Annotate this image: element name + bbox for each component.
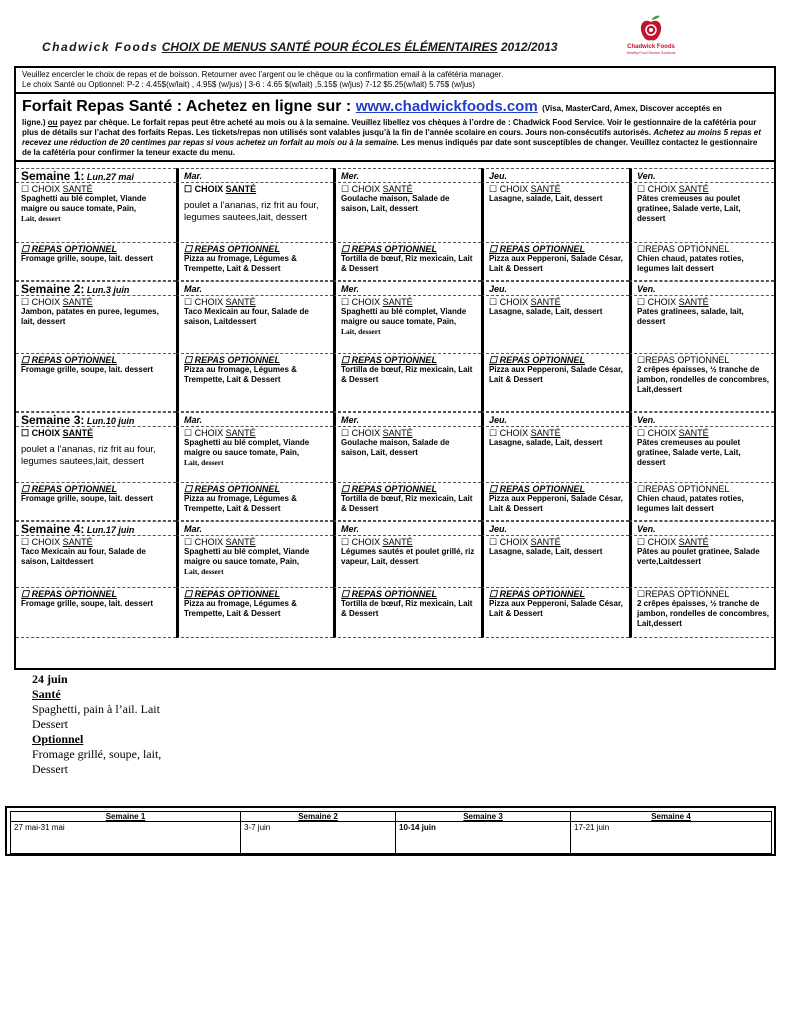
- week-start-date: Lun.27 mai: [84, 172, 134, 182]
- day-header-ven: Ven.: [629, 521, 774, 536]
- optional-option[interactable]: [21, 589, 172, 599]
- optional-option[interactable]: [637, 355, 770, 365]
- checkbox-icon[interactable]: ☐: [184, 537, 193, 547]
- week-start-date: Lun.3 juin: [84, 285, 130, 295]
- checkbox-icon[interactable]: ☐: [184, 184, 193, 194]
- sante-cell: [481, 296, 629, 354]
- checkbox-icon[interactable]: ☐: [489, 184, 498, 194]
- optional-label: REPAS OPTIONNEL: [31, 484, 117, 494]
- logo-tagline: Healthy Food Service Solutions: [626, 51, 676, 55]
- week-colon: :: [80, 282, 85, 296]
- sante-cell: [333, 427, 481, 483]
- sante-label: SANTÉ: [530, 184, 561, 194]
- sante-label: SANTÉ: [678, 184, 709, 194]
- day-header-mar: Mar.: [176, 521, 333, 536]
- optional-option[interactable]: [637, 484, 770, 494]
- day-header-mar: Mar.: [176, 168, 333, 183]
- week-label: Semaine 1: [21, 169, 81, 183]
- sante-option[interactable]: [637, 297, 770, 307]
- sante-label: SANTÉ: [382, 428, 413, 438]
- optional-cell: [16, 243, 176, 281]
- week-label-cell: [16, 521, 176, 536]
- note-sante-label: Santé: [32, 687, 61, 701]
- meal-description: Pâtes au poulet gratinee, Salade verte,Laitdessert: [637, 547, 760, 566]
- sante-cell: [629, 427, 774, 483]
- sante-label: SANTÉ: [225, 537, 256, 547]
- checkbox-icon[interactable]: ☐: [341, 484, 350, 494]
- choix-label: CHOIX: [31, 428, 61, 438]
- sante-label: SANTÉ: [225, 297, 256, 307]
- checkbox-icon[interactable]: ☐: [21, 184, 30, 194]
- meal-description: poulet a l’ananas, riz frit au four, legumes sautees,lait, dessert: [21, 444, 156, 467]
- meal-description: Fromage grille, soupe, lait. dessert: [21, 365, 154, 374]
- choix-label: CHOIX: [194, 428, 224, 438]
- choix-label: CHOIX: [499, 297, 529, 307]
- sante-cell: [333, 296, 481, 354]
- weeks-summary: [5, 806, 776, 856]
- forfait-text: [22, 118, 768, 158]
- optional-label: REPAS OPTIONNEL: [194, 244, 280, 254]
- sante-cell: [176, 296, 333, 354]
- sante-cell: [176, 536, 333, 588]
- sante-label: SANTÉ: [62, 428, 94, 438]
- day-header-jeu: Jeu.: [481, 168, 629, 183]
- checkbox-icon[interactable]: ☐: [184, 244, 193, 254]
- week-label: Semaine 3: [21, 413, 81, 427]
- sante-cell: [16, 536, 176, 588]
- choix-label: CHOIX: [194, 184, 224, 194]
- sante-option[interactable]: [21, 297, 172, 307]
- week-label-cell: [16, 412, 176, 427]
- forfait-heading: Forfait Repas Santé : Achetez en ligne sur :: [22, 98, 352, 115]
- optional-label: REPAS OPTIONNEL: [31, 244, 117, 254]
- choix-label: CHOIX: [351, 428, 381, 438]
- meal-description: Spaghetti au blé complet, Viande maigre ou sauce tomate, Pain,: [21, 194, 147, 213]
- week-label: Semaine 2: [21, 282, 81, 296]
- checkbox-icon[interactable]: ☐: [489, 589, 498, 599]
- cards-accepted: (Visa, MasterCard, Amex, Discover acceptés en: [542, 104, 722, 113]
- optional-label: REPAS OPTIONNEL: [499, 484, 585, 494]
- meal-description: Taco Mexicain au four, Salade de saison, Laitdessert: [184, 307, 309, 326]
- sante-option[interactable]: [341, 297, 477, 307]
- day-header-ven: Ven.: [629, 281, 774, 296]
- meal-description: Chien chaud, patates roties, legumes lait dessert: [637, 494, 744, 513]
- meal-description: Tortilla de bœuf, Riz mexicain, Lait & Dessert: [341, 254, 473, 273]
- checkbox-icon[interactable]: ☐: [21, 589, 30, 599]
- checkbox-icon[interactable]: ☐: [637, 428, 646, 438]
- forfait-section: [16, 92, 774, 162]
- sante-label: SANTÉ: [62, 184, 93, 194]
- choix-label: CHOIX: [499, 428, 529, 438]
- optional-option[interactable]: [637, 244, 770, 254]
- week-label: Semaine 4: [21, 522, 81, 536]
- sante-option[interactable]: [489, 537, 625, 547]
- optional-option[interactable]: [184, 589, 329, 599]
- optional-label: ☐REPAS OPTIONNEL: [637, 484, 730, 494]
- instructions: [22, 70, 762, 90]
- optional-cell: [629, 354, 774, 412]
- sante-option[interactable]: [489, 297, 625, 307]
- meal-description: Jambon, patates en puree, legumes, lait, dessert: [21, 307, 159, 326]
- sante-option[interactable]: [184, 184, 329, 194]
- sante-cell: [16, 296, 176, 354]
- sante-option[interactable]: [341, 537, 477, 547]
- sante-cell: [176, 183, 333, 243]
- checkbox-icon[interactable]: ☐: [184, 589, 193, 599]
- special-day-note: [32, 672, 192, 777]
- optional-label: REPAS OPTIONNEL: [351, 589, 437, 599]
- sante-option[interactable]: [21, 184, 172, 194]
- meal-description: Tortilla de bœuf, Riz mexicain, Lait & Dessert: [341, 365, 473, 384]
- optional-cell: [176, 483, 333, 521]
- note-sante-text: Spaghetti, pain à l’ail. Lait Dessert: [32, 702, 160, 731]
- checkbox-icon[interactable]: ☐: [341, 537, 350, 547]
- week-label-cell: [16, 281, 176, 296]
- sante-label: SANTÉ: [678, 537, 709, 547]
- choix-label: CHOIX: [351, 297, 381, 307]
- school-year: 2012/2013: [500, 40, 558, 54]
- optional-option[interactable]: [341, 355, 477, 365]
- optional-cell: [481, 588, 629, 638]
- meal-description: Lasagne, salade, Lait, dessert: [489, 438, 603, 447]
- sante-label: SANTÉ: [62, 537, 93, 547]
- day-header-jeu: Jeu.: [481, 521, 629, 536]
- forfait-text-italic: Achetez au moins 5 repas et recevez une réduction de 20 centimes par repas si vous achetez un forfait au mois ou à la semaine.: [22, 128, 761, 147]
- meal-description: Pâtes cremeuses au poulet gratinee, Salade verte, Lait, dessert: [637, 194, 741, 223]
- choix-label: CHOIX: [351, 537, 381, 547]
- week-header: Semaine 4: [571, 812, 772, 822]
- day-header-mer: Mer.: [333, 281, 481, 296]
- choix-label: CHOIX: [647, 297, 677, 307]
- meal-description-extra: Lait, dessert: [341, 327, 381, 336]
- optional-option[interactable]: [341, 244, 477, 254]
- choix-label: CHOIX: [499, 537, 529, 547]
- meal-description: Tortilla de bœuf, Riz mexicain, Lait & Dessert: [341, 494, 473, 513]
- meal-description: Spaghetti au blé complet, Viande maigre ou sauce tomate, Pain,: [184, 547, 310, 566]
- pricing-line: Le choix Santé ou Optionnel: P-2 : 4.45$(w/lait) , 4.95$ (w/jus) | 3-6 : 4.65 $(w/lait) ,5.15$ (w/jus) 7-12 $5.25(w/lait) 5.75$ (w/jus): [22, 80, 475, 89]
- optional-cell: [629, 588, 774, 638]
- note-opt-label: Optionnel: [32, 732, 84, 746]
- meal-description: Légumes sautés et poulet grillé, riz vapeur, Lait, dessert: [341, 547, 475, 566]
- sante-label: SANTÉ: [530, 428, 561, 438]
- optional-option[interactable]: [184, 244, 329, 254]
- meal-description: Fromage grille, soupe, lait. dessert: [21, 494, 154, 503]
- meal-description: Tortilla de bœuf, Riz mexicain, Lait & Dessert: [341, 599, 473, 618]
- choix-label: CHOIX: [31, 297, 61, 307]
- optional-cell: [333, 354, 481, 412]
- forfait-title: [22, 98, 768, 118]
- checkbox-icon[interactable]: ☐: [341, 355, 350, 365]
- optional-label: REPAS OPTIONNEL: [499, 244, 585, 254]
- week-start-date: Lun.17 juin: [84, 525, 135, 535]
- choix-label: CHOIX: [31, 184, 61, 194]
- day-header-mer: Mer.: [333, 412, 481, 427]
- day-header-mer: Mer.: [333, 168, 481, 183]
- sante-cell: [333, 536, 481, 588]
- optional-option[interactable]: [184, 355, 329, 365]
- optional-option[interactable]: [489, 244, 625, 254]
- meal-description: Lasagne, salade, Lait, dessert: [489, 307, 603, 316]
- sante-label: SANTÉ: [62, 297, 93, 307]
- checkbox-icon[interactable]: ☐: [341, 428, 350, 438]
- checkbox-icon[interactable]: ☐: [184, 428, 193, 438]
- choix-label: CHOIX: [194, 537, 224, 547]
- week-label-cell: [16, 168, 176, 183]
- meal-description: Taco Mexicain au four, Salade de saison, Laitdessert: [21, 547, 146, 566]
- checkbox-icon[interactable]: ☐: [21, 537, 30, 547]
- meal-description: Pizza au fromage, Légumes & Trempette, Lait & Dessert: [184, 365, 297, 384]
- week-header: Semaine 1: [11, 812, 241, 822]
- meal-description: 2 crêpes épaisses, ½ tranche de jambon, rondelles de concombres, Lait,dessert: [637, 599, 770, 628]
- week-dates: 10-14 juin: [396, 822, 571, 854]
- optional-cell: [176, 354, 333, 412]
- checkbox-icon[interactable]: ☐: [489, 484, 498, 494]
- sante-label: SANTÉ: [530, 297, 561, 307]
- day-header-mar: Mar.: [176, 281, 333, 296]
- forfait-text-ou: ou: [47, 118, 58, 127]
- checkbox-icon[interactable]: ☐: [21, 244, 30, 254]
- sante-cell: [629, 296, 774, 354]
- meal-description: Goulache maison, Salade de saison, Lait, dessert: [341, 438, 450, 457]
- checkbox-icon[interactable]: ☐: [637, 537, 646, 547]
- meal-description: Fromage grille, soupe, lait. dessert: [21, 254, 154, 263]
- chadwick-logo: [616, 14, 686, 60]
- sante-option[interactable]: [184, 537, 329, 547]
- choix-label: CHOIX: [31, 537, 61, 547]
- choix-label: CHOIX: [351, 184, 381, 194]
- optional-option[interactable]: [21, 484, 172, 494]
- optional-option[interactable]: [21, 244, 172, 254]
- sante-label: SANTÉ: [530, 537, 561, 547]
- optional-label: REPAS OPTIONNEL: [351, 355, 437, 365]
- week-colon: :: [80, 169, 85, 183]
- sante-cell: [481, 536, 629, 588]
- optional-cell: [481, 243, 629, 281]
- optional-option[interactable]: [341, 484, 477, 494]
- week-dates: 27 mai-31 mai: [11, 822, 241, 854]
- checkbox-icon[interactable]: ☐: [341, 244, 350, 254]
- meal-description: poulet a l’ananas, riz frit au four, legumes sautees,lait, dessert: [184, 200, 319, 223]
- sante-option[interactable]: [489, 428, 625, 438]
- meal-description: Pates gratinees, salade, lait, dessert: [637, 307, 744, 326]
- checkbox-icon[interactable]: ☐: [341, 297, 350, 307]
- sante-option[interactable]: [184, 297, 329, 307]
- sante-label: SANTÉ: [382, 537, 413, 547]
- sante-cell: [481, 183, 629, 243]
- sante-option[interactable]: [341, 184, 477, 194]
- checkbox-icon[interactable]: ☐: [489, 297, 498, 307]
- optional-cell: [333, 588, 481, 638]
- optional-option[interactable]: [341, 589, 477, 599]
- optional-label: REPAS OPTIONNEL: [351, 244, 437, 254]
- optional-label: REPAS OPTIONNEL: [194, 589, 280, 599]
- optional-option[interactable]: [489, 589, 625, 599]
- meal-description: Spaghetti au blé complet, Viande maigre ou sauce tomate, Pain,: [341, 307, 467, 326]
- forfait-text-a: ligne.): [22, 118, 46, 127]
- week-dates: 3-7 juin: [241, 822, 396, 854]
- optional-label: REPAS OPTIONNEL: [194, 355, 280, 365]
- sante-option[interactable]: [637, 428, 770, 438]
- meal-description: Lasagne, salade, Lait, dessert: [489, 194, 603, 203]
- page-title: [42, 40, 642, 54]
- sante-label: SANTÉ: [678, 428, 709, 438]
- optional-cell: [481, 354, 629, 412]
- sante-label: SANTÉ: [225, 184, 257, 194]
- optional-option[interactable]: [637, 589, 770, 599]
- checkbox-icon[interactable]: ☐: [184, 355, 193, 365]
- day-header-jeu: Jeu.: [481, 281, 629, 296]
- checkbox-icon[interactable]: ☐: [637, 184, 646, 194]
- apple-icon: [616, 14, 686, 44]
- optional-option[interactable]: [489, 484, 625, 494]
- optional-label: REPAS OPTIONNEL: [351, 484, 437, 494]
- optional-option[interactable]: [184, 484, 329, 494]
- checkbox-icon[interactable]: ☐: [184, 297, 193, 307]
- optional-label: REPAS OPTIONNEL: [194, 484, 280, 494]
- menu-form: [14, 66, 776, 670]
- sante-cell: [16, 427, 176, 483]
- meal-description: Lasagne, salade, Lait, dessert: [489, 547, 603, 556]
- note-opt-text: Fromage grillé, soupe, lait, Dessert: [32, 747, 162, 776]
- meal-description: Pizza aux Pepperoni, Salade César, Lait & Dessert: [489, 254, 623, 273]
- menu-grid: [16, 168, 774, 638]
- forfait-text-c: Les menus indiqués par date sont susceptibles de changer. Veuillez contactez le gestionnaire de la cafétéria pour confirmer la teneur exacte du menu.: [22, 138, 758, 157]
- forfait-text-b: payez par chèque. Le forfait repas peut être acheté au mois ou à la semaine. Veuillez libellez vos chèques à l’ordre de : Chadwick Food Service. Voir le gestionnaire de la cafétéria pour plus de détails sur l’achat des forfaits Repas. Les tickets/repas non utilisés sont valables jusqu’à la fin de l’année scolaire en cours. Jours non-consécutifs autorisés.: [22, 118, 757, 137]
- sante-option[interactable]: [489, 184, 625, 194]
- website-link[interactable]: www.chadwickfoods.com: [355, 98, 538, 115]
- sante-cell: [481, 427, 629, 483]
- choix-label: CHOIX: [647, 537, 677, 547]
- meal-description: Spaghetti au blé complet, Viande maigre ou sauce tomate, Pain,: [184, 438, 310, 457]
- sante-option[interactable]: [637, 537, 770, 547]
- week-colon: :: [80, 413, 85, 427]
- optional-option[interactable]: [489, 355, 625, 365]
- choix-label: CHOIX: [647, 428, 677, 438]
- headline: CHOIX DE MENUS SANTÉ POUR ÉCOLES ÉLÉMENTAIRES: [161, 40, 498, 54]
- meal-description: Pizza aux Pepperoni, Salade César, Lait & Dessert: [489, 365, 623, 384]
- optional-cell: [333, 243, 481, 281]
- week-colon: :: [80, 522, 85, 536]
- checkbox-icon[interactable]: ☐: [489, 428, 498, 438]
- meal-description: Pizza au fromage, Légumes & Trempette, Lait & Dessert: [184, 254, 297, 273]
- sante-option[interactable]: [21, 428, 172, 438]
- sante-label: SANTÉ: [225, 428, 256, 438]
- checkbox-icon[interactable]: ☐: [489, 244, 498, 254]
- checkbox-icon[interactable]: ☐: [489, 355, 498, 365]
- meal-description: Pizza au fromage, Légumes & Trempette, Lait & Dessert: [184, 599, 297, 618]
- day-header-jeu: Jeu.: [481, 412, 629, 427]
- week-dates: 17-21 juin: [571, 822, 772, 854]
- optional-label: REPAS OPTIONNEL: [31, 589, 117, 599]
- week-header: Semaine 2: [241, 812, 396, 822]
- checkbox-icon[interactable]: ☐: [21, 428, 30, 438]
- checkbox-icon[interactable]: ☐: [489, 537, 498, 547]
- meal-description: Chien chaud, patates roties, legumes lait dessert: [637, 254, 744, 273]
- choix-label: CHOIX: [499, 184, 529, 194]
- sante-cell: [333, 183, 481, 243]
- optional-cell: [176, 588, 333, 638]
- weeks-table: [10, 811, 772, 854]
- choix-label: CHOIX: [194, 297, 224, 307]
- meal-description: Pizza aux Pepperoni, Salade César, Lait & Dessert: [489, 494, 623, 513]
- optional-label: ☐REPAS OPTIONNEL: [637, 589, 730, 599]
- optional-cell: [333, 483, 481, 521]
- meal-description: 2 crêpes épaisses, ½ tranche de jambon, rondelles de concombres, Lait,dessert: [637, 365, 770, 394]
- sante-option[interactable]: [184, 428, 329, 438]
- optional-label: ☐REPAS OPTIONNEL: [637, 244, 730, 254]
- checkbox-icon[interactable]: ☐: [341, 184, 350, 194]
- meal-description-extra: Lait, dessert: [184, 458, 224, 467]
- optional-cell: [16, 354, 176, 412]
- meal-description: Pâtes cremeuses au poulet gratinee, Salade verte, Lait, dessert: [637, 438, 741, 467]
- meal-description-extra: Lait, dessert: [21, 214, 61, 223]
- sante-cell: [16, 183, 176, 243]
- day-header-ven: Ven.: [629, 168, 774, 183]
- optional-label: REPAS OPTIONNEL: [499, 589, 585, 599]
- meal-description: Fromage grille, soupe, lait. dessert: [21, 599, 154, 608]
- sante-label: SANTÉ: [678, 297, 709, 307]
- week-header: Semaine 3: [396, 812, 571, 822]
- optional-cell: [629, 483, 774, 521]
- sante-option[interactable]: [637, 184, 770, 194]
- sante-option[interactable]: [21, 537, 172, 547]
- checkbox-icon[interactable]: ☐: [341, 589, 350, 599]
- optional-label: REPAS OPTIONNEL: [499, 355, 585, 365]
- week-start-date: Lun.10 juin: [84, 416, 135, 426]
- optional-label: ☐REPAS OPTIONNEL: [637, 355, 730, 365]
- sante-label: SANTÉ: [382, 184, 413, 194]
- logo-name: Chadwick Foods: [627, 44, 675, 50]
- checkbox-icon[interactable]: ☐: [184, 484, 193, 494]
- sante-cell: [629, 183, 774, 243]
- optional-cell: [481, 483, 629, 521]
- brand-name: Chadwick Foods: [42, 40, 159, 54]
- instructions-line: Veuillez encercler le choix de repas et de boisson. Retourner avec l’argent ou le chèque ou la confirmation email à la cafétéria manager.: [22, 70, 504, 79]
- checkbox-icon[interactable]: ☐: [21, 484, 30, 494]
- sante-label: SANTÉ: [382, 297, 413, 307]
- optional-option[interactable]: [21, 355, 172, 365]
- optional-label: REPAS OPTIONNEL: [31, 355, 117, 365]
- note-date: 24 juin: [32, 672, 68, 686]
- optional-cell: [176, 243, 333, 281]
- optional-cell: [629, 243, 774, 281]
- choix-label: CHOIX: [647, 184, 677, 194]
- optional-cell: [16, 588, 176, 638]
- day-header-mer: Mer.: [333, 521, 481, 536]
- sante-cell: [176, 427, 333, 483]
- day-header-mar: Mar.: [176, 412, 333, 427]
- checkbox-icon[interactable]: ☐: [21, 297, 30, 307]
- sante-option[interactable]: [341, 428, 477, 438]
- meal-description-extra: Lait, dessert: [184, 567, 224, 576]
- checkbox-icon[interactable]: ☐: [637, 297, 646, 307]
- sante-cell: [629, 536, 774, 588]
- meal-description: Pizza au fromage, Légumes & Trempette, Lait & Dessert: [184, 494, 297, 513]
- meal-description: Pizza aux Pepperoni, Salade César, Lait & Dessert: [489, 599, 623, 618]
- optional-cell: [16, 483, 176, 521]
- meal-description: Goulache maison, Salade de saison, Lait, dessert: [341, 194, 450, 213]
- checkbox-icon[interactable]: ☐: [21, 355, 30, 365]
- day-header-ven: Ven.: [629, 412, 774, 427]
